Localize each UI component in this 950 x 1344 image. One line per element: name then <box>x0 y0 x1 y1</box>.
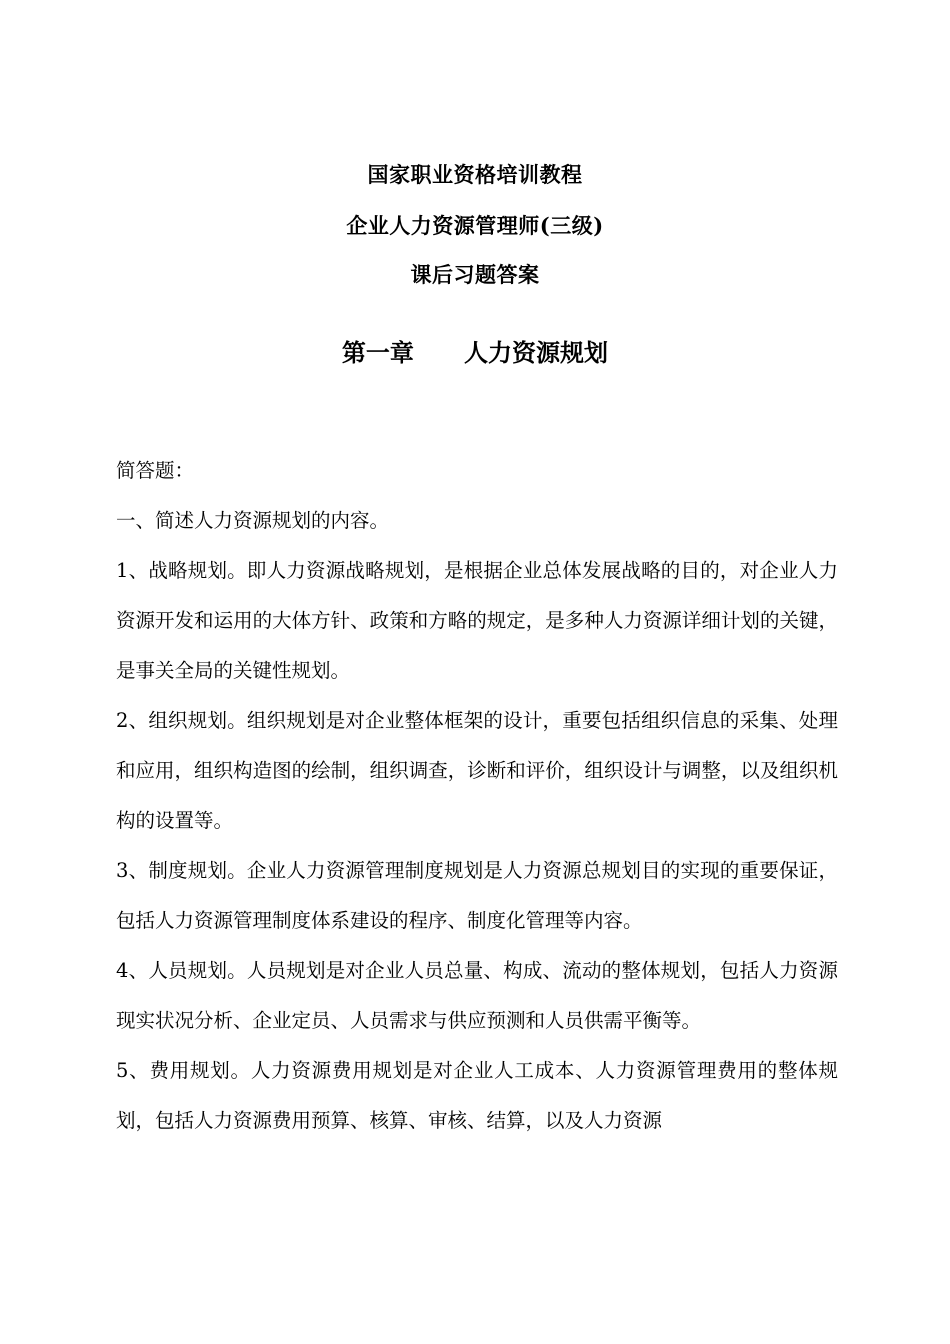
answer-paragraph: 1、战略规划。即人力资源战略规划，是根据企业总体发展战略的目的，对企业人力资源开发和运用的大体方针、政策和方略的规定，是多种人力资源详细计划的关键，是事关全局的关键性规划。 <box>116 559 838 682</box>
answer-paragraph: 5、费用规划。人力资源费用规划是对企业人工成本、人力资源管理费用的整体规划，包括人力资源费用预算、核算、审核、结算，以及人力资源 <box>116 1059 838 1132</box>
section-label: 简答题： <box>116 459 195 482</box>
question-text: 一、简述人力资源规划的内容。 <box>116 509 390 532</box>
answer-paragraph: 4、人员规划。人员规划是对企业人员总量、构成、流动的整体规划，包括人力资源现实状况分析、企业定员、人员需求与供应预测和人员供需平衡等。 <box>116 959 838 1032</box>
answer-paragraph: 3、制度规划。企业人力资源管理制度规划是人力资源总规划目的实现的重要保证，包括人力资源管理制度体系建设的程序、制度化管理等内容。 <box>116 859 838 932</box>
book-subtitle: 企业人力资源管理师(三级) <box>346 213 604 238</box>
document-body <box>116 446 838 1146</box>
book-title: 国家职业资格培训教程 <box>367 162 583 187</box>
answer-key-title: 课后习题答案 <box>410 262 540 287</box>
chapter-heading: 第一章 人力资源规划 <box>341 338 609 367</box>
answer-paragraph: 2、组织规划。组织规划是对企业整体框架的设计，重要包括组织信息的采集、处理和应用，组织构造图的绘制，组织调查，诊断和评价，组织设计与调整，以及组织机构的设置等。 <box>116 709 838 832</box>
